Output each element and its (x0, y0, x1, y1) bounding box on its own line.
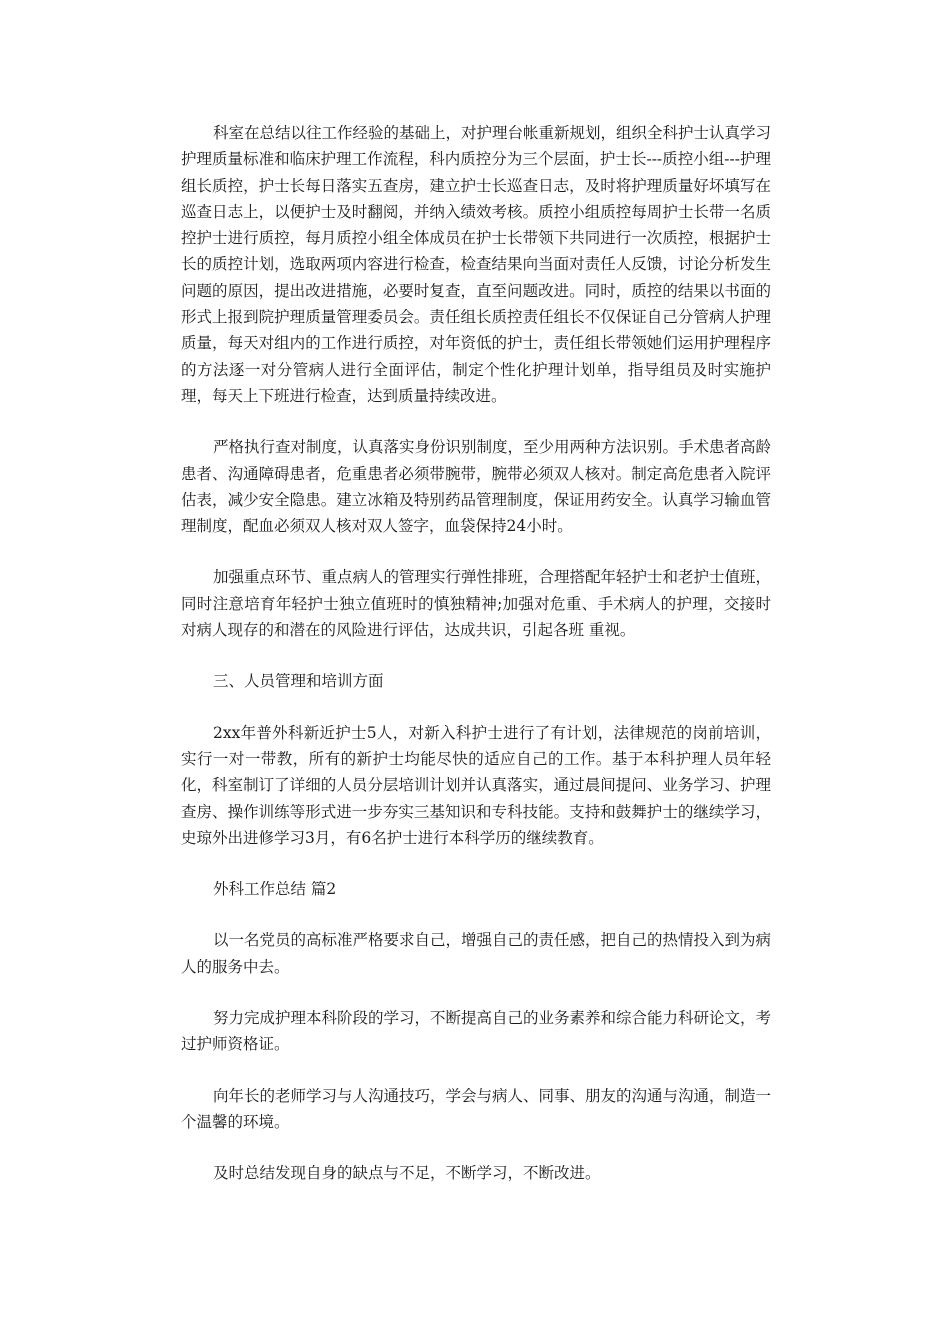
article-heading-part2: 外科工作总结 篇2 (213, 880, 337, 899)
paragraph-spacer (181, 1058, 771, 1083)
document-body (181, 120, 771, 1187)
paragraph-study: 努力完成护理本科阶段的学习，不断提高自己的业务素养和综合能力科研论文，考过护师资格证。 (181, 1009, 772, 1054)
paragraph-quality-control: 科室在总结以往工作经验的基础上，对护理台帐重新规划，组织全科护士认真学习护理质量标准和临床护理工作流程，科内质控分为三个层面，护士长---质控小组---护理组长质控，护士长每日落实五查房，建立护士长巡查日志，及时将护理质量好坏填写在巡查日志上，以便护士及时翻阅，并纳入绩效考核。质控小组质控每周护士长带一名质控护士进行质控，每月质控小组全体成员在护士长带领下共同进行一次质控，根据护士长的质控计划，选取两项内容进行检查，检查结果向当面对责任人反馈，讨论分析发生问题的原因，提出改进措施，必要时复查，直至问题改进。同时，质控的结果以书面的形式上报到院护理质量管理委员会。责任组长质控责任组长不仅保证自己分管病人护理质量，每天对组内的工作进行质控，对年资低的护士，责任组长带领她们运用护理程序的方法逐一对分管病人进行全面评估，制定个性化护理计划单，指导组员及时实施护理，每天上下班进行检查，达到质量持续改进。 (181, 124, 772, 405)
section-heading-personnel: 三、人员管理和培训方面 (213, 672, 384, 691)
paragraph-spacer (181, 409, 771, 434)
paragraph-spacer (181, 902, 771, 927)
paragraph-key-links: 加强重点环节、重点病人的管理实行弹性排班，合理搭配年轻护士和老护士值班，同时注意培育年轻护士独立值班时的慎独精神;加强对危重、手术病人的护理，交接时对病人现存的和潜在的风险进行评估，达成共识，引起各班 重视。 (181, 568, 772, 640)
paragraph-training: 2xx年普外科新近护士5人，对新入科护士进行了有计划，法律规范的岗前培训，实行一对一带教，所有的新护士均能尽快的适应自己的工作。基于本科护理人员年轻化，科室制订了详细的人员分层培训计划并认真落实，通过晨间提问、业务学习、护理查房、操作训练等形式进一步夯实三基知识和专科技能。支持和鼓舞护士的继续学习，史琼外出进修学习3月，有6名护士进行本科学历的继续教育。 (181, 723, 771, 847)
paragraph-spacer (181, 539, 771, 564)
paragraph-spacer (181, 851, 771, 876)
paragraph-spacer (181, 980, 771, 1005)
paragraph-party-member: 以一名党员的高标准严格要求自己，增强自己的责任感，把自己的热情投入到为病人的服务中去。 (181, 931, 772, 976)
paragraph-spacer (181, 1135, 771, 1160)
paragraph-communication: 向年长的老师学习与人沟通技巧，学会与病人、同事、朋友的沟通与沟通，制造一个温馨的环境。 (181, 1086, 772, 1131)
paragraph-verification-system: 严格执行查对制度，认真落实身份识别制度，至少用两种方法识别。手术患者高龄患者、沟通障碍患者，危重患者必须带腕带，腕带必须双人核对。制定高危患者入院评估表，减少安全隐患。建立冰箱及特别药品管理制度，保证用药安全。认真学习输血管理制度，配血必须双人核对双人签字，血袋保持24小时。 (181, 438, 772, 536)
paragraph-self-improvement: 及时总结发现自身的缺点与不足，不断学习，不断改进。 (213, 1164, 601, 1183)
paragraph-spacer (181, 695, 771, 720)
paragraph-spacer (181, 643, 771, 668)
